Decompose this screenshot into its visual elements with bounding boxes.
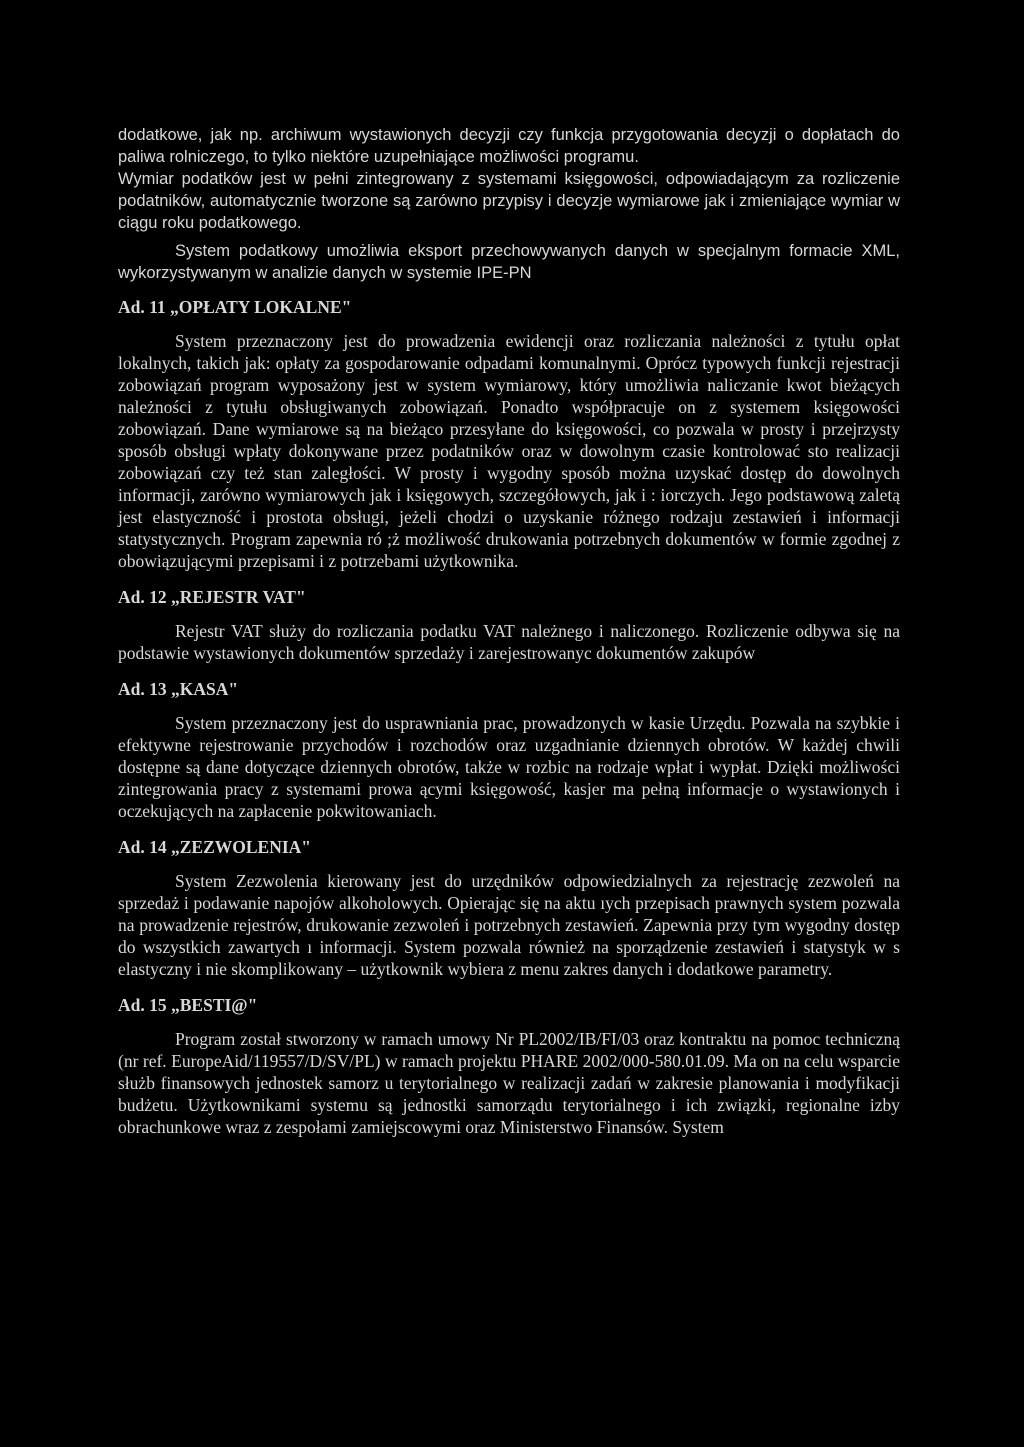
intro-paragraph-3: System podatkowy umożliwia eksport przechowywanych danych w specjalnym formacie XML, wykorzystywanym w analizie danych w systemie IPE-PN bbox=[118, 242, 900, 282]
section-body-kasa: System przeznaczony jest do usprawniania prac, prowadzonych w kasie Urzędu. Pozwala na szybkie i efektywne rejestrowanie przychodów i rozchodów oraz uzgadnianie dziennych obrotów. W każdej chwili dostępne są dane dotyczące dziennych obrotów, także w rozbic na rodzaje wpłat i wypłat. Dzięki możliwości zintegrowania pracy z systemami prowa ącymi księgowość, kasjer ma pełną informacje o wystawionych i oczekujących na zapłacenie pokwitowaniach. bbox=[118, 713, 900, 821]
intro-paragraph-1: dodatkowe, jak np. archiwum wystawionych decyzji czy funkcja przygotowania decyzji o dopłatach do paliwa rolniczego, to tylko niektóre uzupełniające możliwości programu. bbox=[118, 126, 900, 166]
section-body-besti: Program został stworzony w ramach umowy Nr PL2002/IB/FI/03 oraz kontraktu na pomoc techniczną (nr ref. EuropeAid/119557/D/SV/PL) w ramach projektu PHARE 2002/000-580.01.09. Ma on na celu wsparcie służb finansowych jednostek samorz u terytorialnego w realizacji zadań w zakresie planowania i modyfikacji budżetu. Użytkownikami systemu są jednostki samorządu terytorialnego i ich związki, regionalne izby obrachunkowe wraz z zespołami zamiejscowymi oraz Ministerstwo Finansów. System bbox=[118, 1029, 900, 1137]
intro-paragraph-2: Wymiar podatków jest w pełni zintegrowany z systemami księgowości, odpowiadającym za rozliczenie podatników, automatycznie tworzone są zarówno przypisy i decyzje wymiarowe jak i zmieniające wymiar w ciągu roku podatkowego. bbox=[118, 170, 900, 232]
section-body-rejestr-vat: Rejestr VAT służy do rozliczania podatku VAT należnego i naliczonego. Rozliczenie odbywa się na podstawie wystawionych dokumentów sprzedaży i zarejestrowanyc dokumentów zakupów bbox=[118, 621, 900, 663]
document-page bbox=[118, 124, 900, 1138]
section-heading-oplaty-lokalne: Ad. 11 „OPŁATY LOKALNE" bbox=[118, 297, 352, 317]
section-body-oplaty-lokalne: System przeznaczony jest do prowadzenia ewidencji oraz rozliczania należności z tytułu opłat lokalnych, takich jak: opłaty za gospodarowanie odpadami komunalnymi. Oprócz typowych funkcji rejestracji zobowiązań program wyposażony jest w system wymiarowy, który umożliwia naliczanie kwot bieżących należności z tytułu obsługiwanych zobowiązań. Ponadto współpracuje on z systemem księgowości zobowiązań. Dane wymiarowe są na bieżąco przesyłane do księgowości, co pozwala w prosty i przejrzysty sposób obsługi wpłaty dokonywane przez podatników oraz w dowolnym czasie kontrolować sto realizacji zobowiązań czy też stan zaległości. W prosty i wygodny sposób można uzyskać dostęp do dowolnych informacji, zarówno wymiarowych jak i księgowych, szczegółowych, jak i : iorczych. Jego podstawową zaletą jest elastyczność i prostota obsługi, jeżeli chodzi o uzyskanie różnego rodzaju zestawień i informacji statystycznych. Program zapewnia ró ;ż możliwość drukowania potrzebnych dokumentów w formie zgodnej z obowiązującymi przepisami i z potrzebami użytkownika. bbox=[118, 331, 900, 571]
section-body-zezwolenia: System Zezwolenia kierowany jest do urzędników odpowiedzialnych za rejestrację zezwoleń na sprzedaż i podawanie napojów alkoholowych. Opierając się na aktu ıych przepisach prawnych system pozwala na prowadzenie rejestrów, drukowanie zezwoleń i potrzebnych zestawień. Zapewnia przy tym wygodny dostęp do wszystkich zawartych ı informacji. System pozwala również na sporządzenie zestawień i statystyk w s elastyczny i nie skomplikowany – użytkownik wybiera z menu zakres danych i dodatkowe parametry. bbox=[118, 871, 900, 979]
section-heading-besti: Ad. 15 „BESTI@" bbox=[118, 995, 258, 1015]
section-heading-kasa: Ad. 13 „KASA" bbox=[118, 679, 239, 699]
section-heading-zezwolenia: Ad. 14 „ZEZWOLENIA" bbox=[118, 837, 312, 857]
section-heading-rejestr-vat: Ad. 12 „REJESTR VAT" bbox=[118, 587, 306, 607]
